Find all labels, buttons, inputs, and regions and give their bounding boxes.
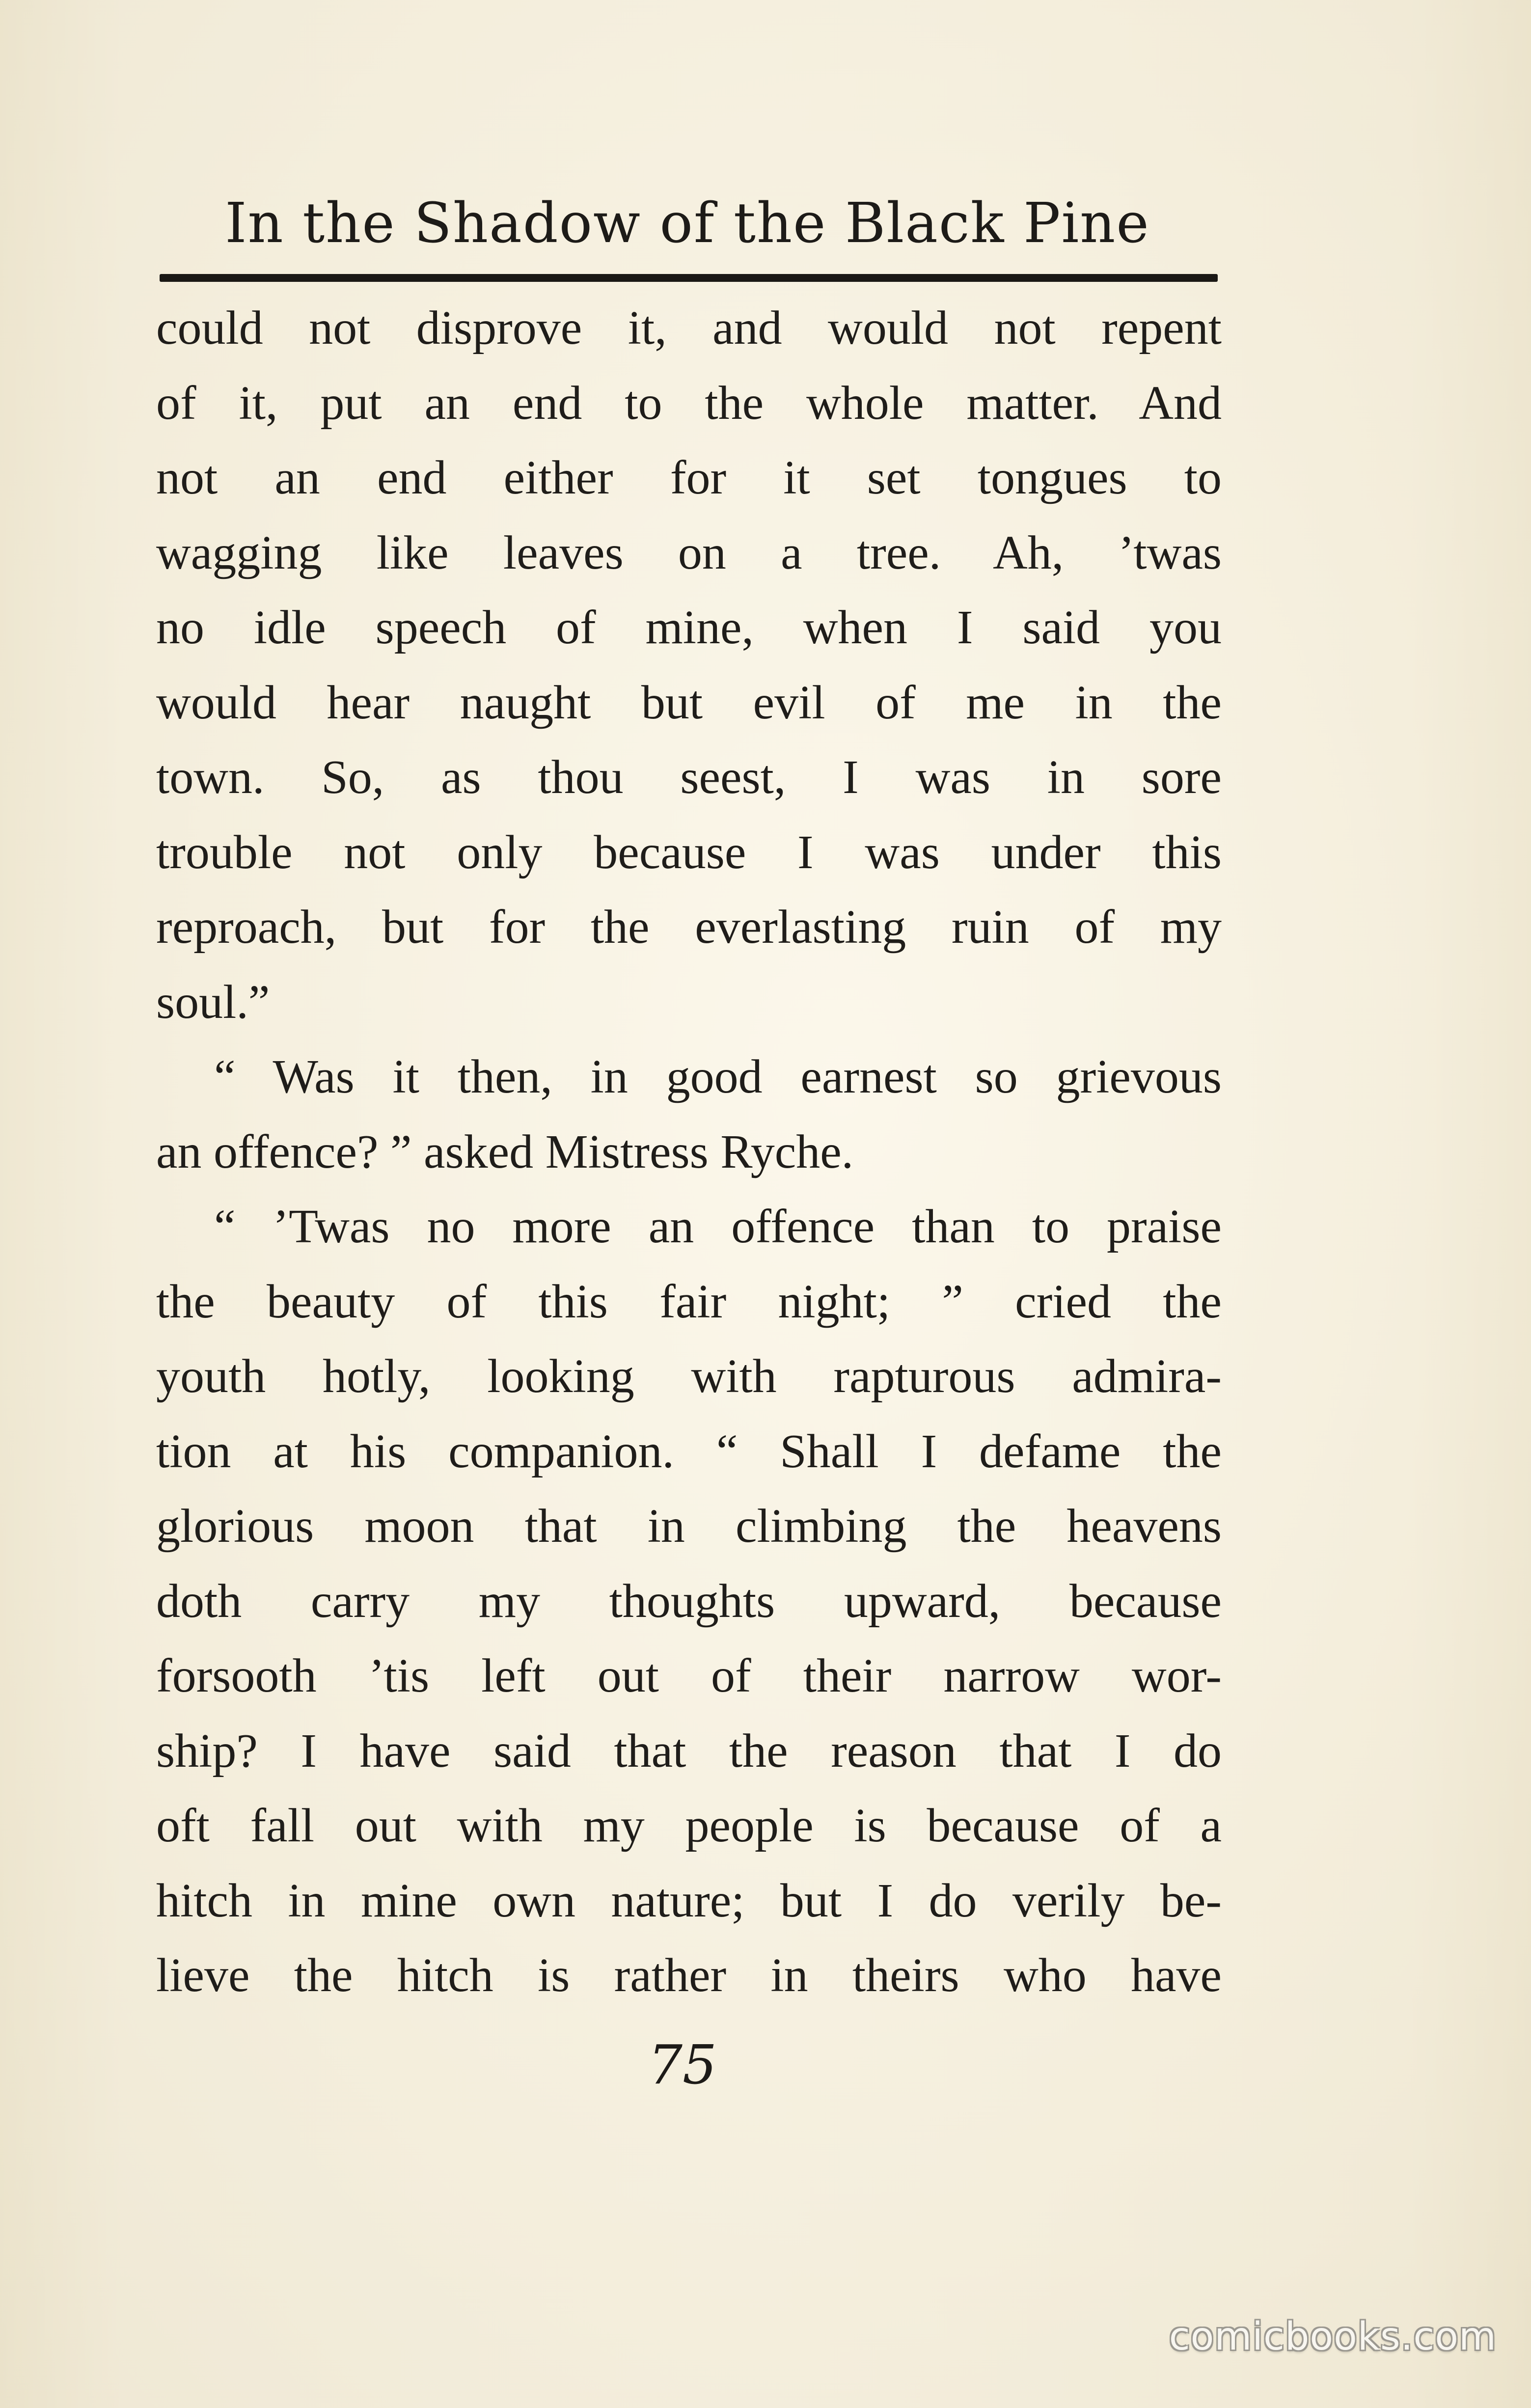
body-text <box>156 291 1222 2013</box>
text-line: “ Was it then, in good earnest so grievous <box>214 1050 1222 1103</box>
text-line: oft fall out with my people is because of a <box>156 1799 1222 1852</box>
text-line: not an end either for it set tongues to <box>156 451 1222 504</box>
text-line: town. So, as thou seest, I was in sore <box>156 751 1222 804</box>
text-line: “ ’Twas no more an offence than to praise <box>214 1200 1222 1253</box>
header-rule <box>160 274 1218 282</box>
text-line: hitch in mine own nature; but I do verily be- <box>156 1874 1222 1927</box>
text-line: glorious moon that in climbing the heavens <box>156 1500 1222 1553</box>
text-line: ship? I have said that the reason that I do <box>156 1724 1222 1778</box>
text-line: lieve the hitch is rather in theirs who have <box>156 1949 1222 2002</box>
running-head: In the Shadow of the Black Pine <box>225 192 1150 255</box>
text-line: soul.” <box>156 975 270 1029</box>
text-line: doth carry my thoughts upward, because <box>156 1574 1222 1628</box>
text-line: the beauty of this fair night; ” cried the <box>156 1275 1222 1328</box>
page-number: 75 <box>648 2033 717 2096</box>
text-line: could not disprove it, and would not repent <box>156 301 1222 355</box>
text-line: wagging like leaves on a tree. Ah, ’twas <box>156 526 1222 579</box>
text-line: tion at his companion. “ Shall I defame the <box>156 1424 1222 1478</box>
text-line: of it, put an end to the whole matter. And <box>156 376 1222 430</box>
text-line: reproach, but for the everlasting ruin of my <box>156 901 1222 954</box>
text-line: forsooth ’tis left out of their narrow wor- <box>156 1649 1222 1702</box>
watermark: comicbooks.com <box>1169 2315 1497 2359</box>
text-line: youth hotly, looking with rapturous admira- <box>156 1350 1222 1403</box>
text-line: trouble not only because I was under this <box>156 825 1222 879</box>
text-line: no idle speech of mine, when I said you <box>156 601 1222 654</box>
text-line: would hear naught but evil of me in the <box>156 676 1222 729</box>
text-line: an offence? ” asked Mistress Ryche. <box>156 1125 854 1178</box>
